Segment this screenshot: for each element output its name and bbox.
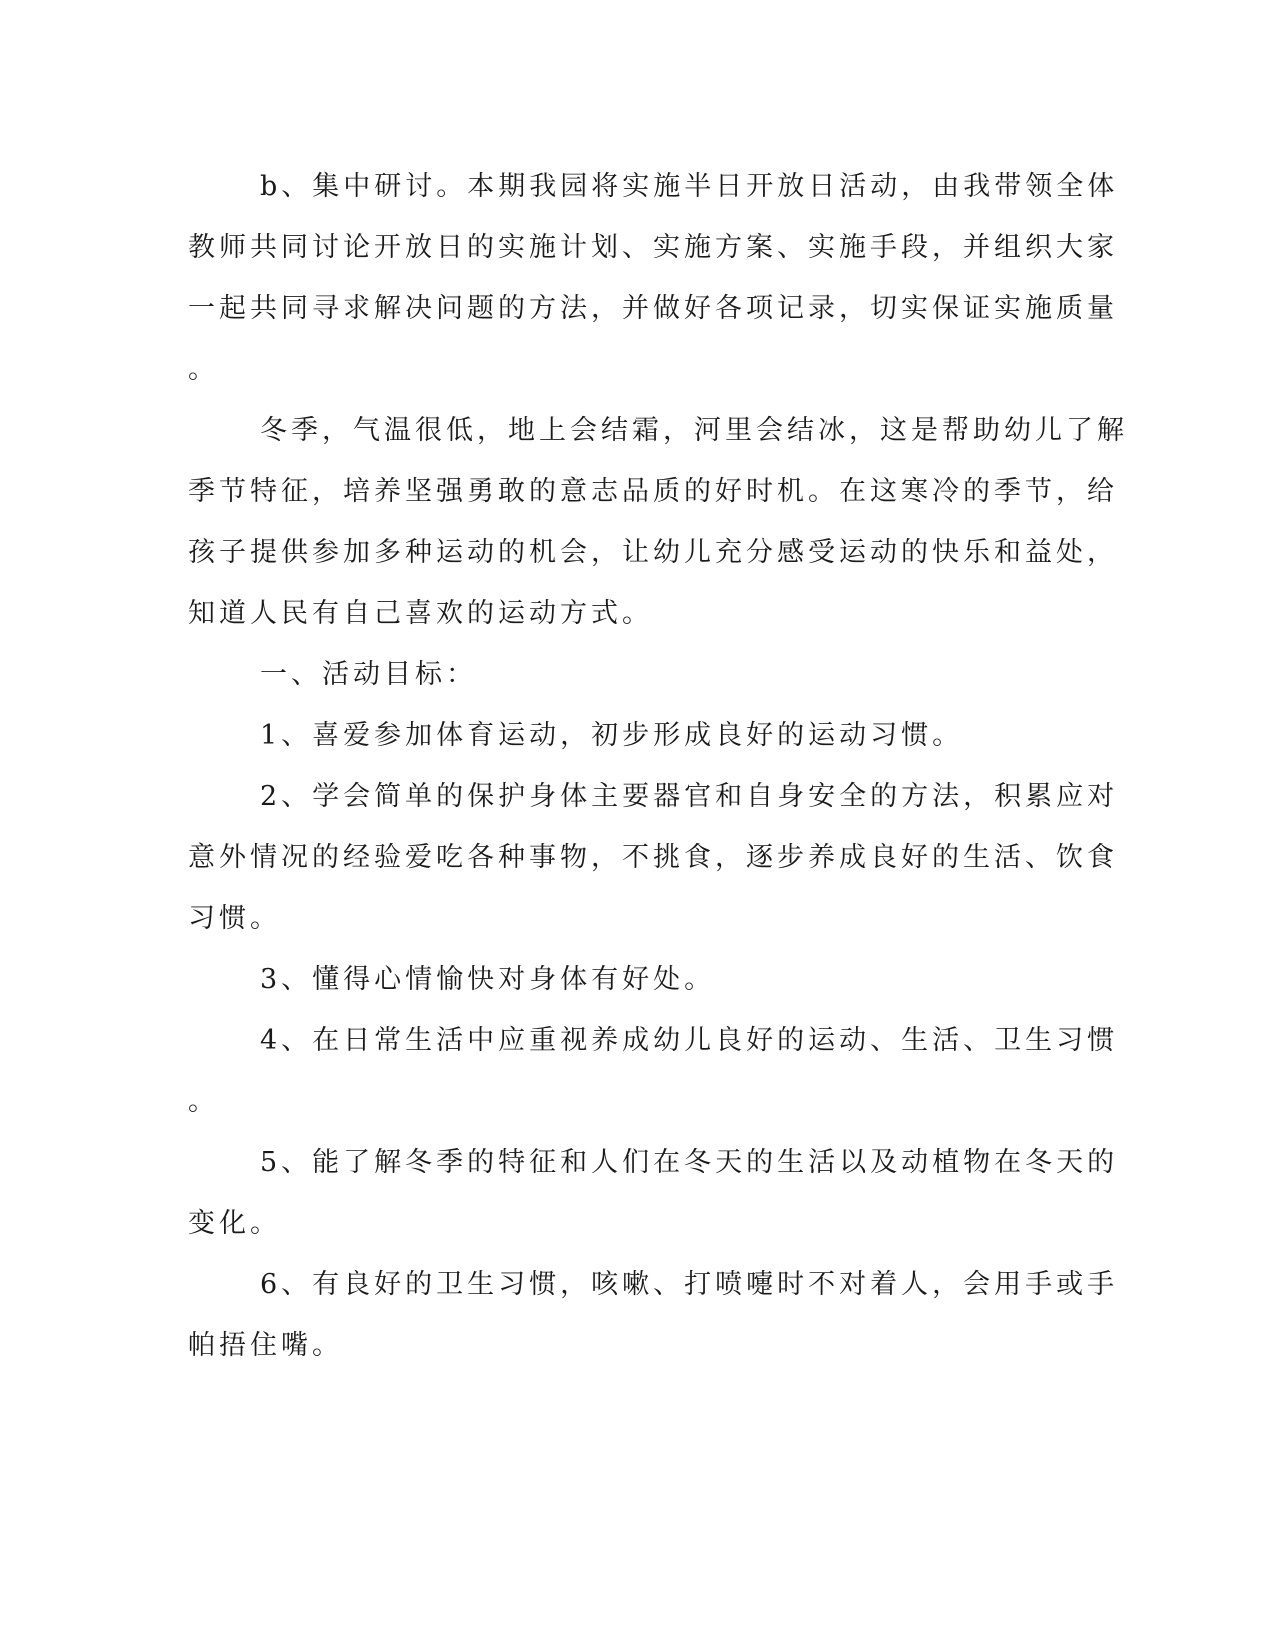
paragraph-line: 帕捂住嘴。 (188, 1330, 343, 1361)
paragraph-line: 知道人民有自己喜欢的运动方式。 (188, 598, 653, 629)
section-heading-goals (188, 644, 1068, 705)
paragraph-line: 3、懂得心情愉快对身体有好处。 (260, 964, 716, 995)
paragraph-line: 教师共同讨论开放日的实施计划、实施方案、实施手段，并组织大家 (188, 232, 1118, 263)
paragraph-line: 1、喜爱参加体育运动，初步形成良好的运动习惯。 (260, 720, 964, 751)
goal-item-1 (188, 705, 1068, 766)
paragraph-line: b、集中研讨。本期我园将实施半日开放日活动，由我带领全体 (260, 171, 1119, 202)
paragraph-line: 一起共同寻求解决问题的方法，并做好各项记录，切实保证实施质量 (188, 293, 1118, 324)
paragraph-line: 4、在日常生活中应重视养成幼儿良好的运动、生活、卫生习惯 (260, 1025, 1119, 1056)
paragraph-line: 。 (188, 1086, 219, 1117)
heading-line: 一、活动目标： (260, 659, 477, 690)
goal-item-6 (188, 1254, 1119, 1376)
goal-item-5 (188, 1132, 1119, 1254)
paragraph-winter-intro (188, 400, 1128, 644)
paragraph-line: 冬季，气温很低，地上会结霜，河里会结冰，这是帮助幼儿了解 (260, 415, 1128, 446)
paragraph-line: 孩子提供参加多种运动的机会，让幼儿充分感受运动的快乐和益处， (188, 537, 1118, 568)
paragraph-line: 习惯。 (188, 903, 281, 934)
paragraph-seminar (188, 156, 1119, 400)
paragraph-line: 2、学会简单的保护身体主要器官和自身安全的方法，积累应对 (260, 781, 1119, 812)
paragraph-line: 季节特征，培养坚强勇敢的意志品质的好时机。在这寒冷的季节，给 (188, 476, 1118, 507)
document-body (188, 156, 1128, 1376)
paragraph-line: 5、能了解冬季的特征和人们在冬天的生活以及动植物在冬天的 (260, 1147, 1119, 1178)
paragraph-line: 意外情况的经验爱吃各种事物，不挑食，逐步养成良好的生活、饮食 (188, 842, 1118, 873)
goal-item-4 (188, 1010, 1119, 1132)
paragraph-line: 变化。 (188, 1208, 281, 1239)
goal-item-2 (188, 766, 1119, 949)
goal-item-3 (188, 949, 1068, 1010)
paragraph-line: 。 (188, 354, 219, 385)
paragraph-line: 6、有良好的卫生习惯，咳嗽、打喷嚏时不对着人，会用手或手 (260, 1269, 1119, 1300)
